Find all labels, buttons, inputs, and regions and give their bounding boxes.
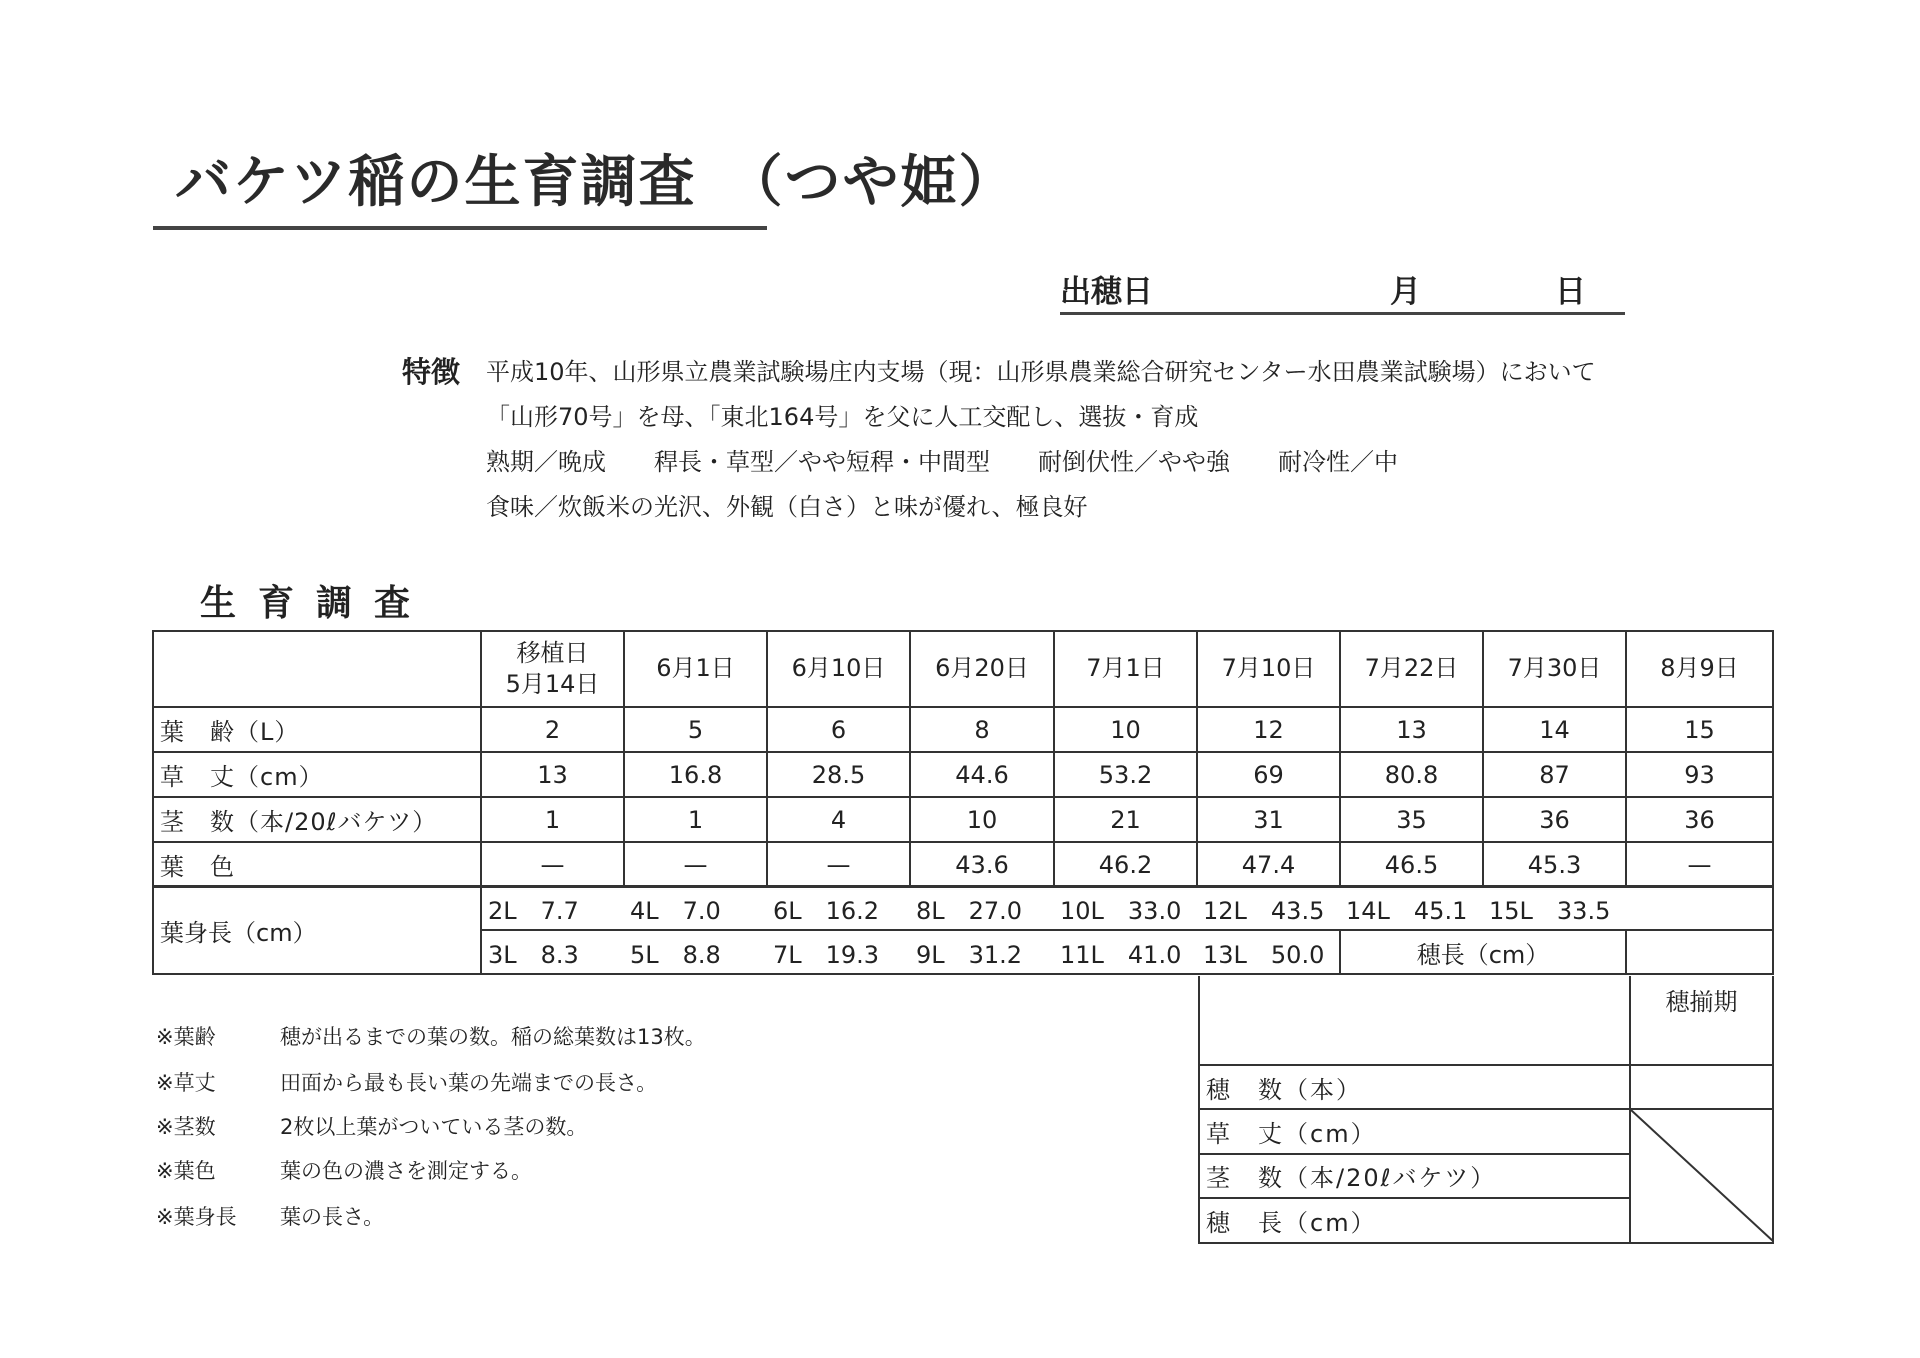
table-cell: 12 <box>1197 707 1340 752</box>
table-cell: 6 <box>767 707 910 752</box>
page-title: バケツ稲の生育調査 （つや姫） <box>175 150 1017 215</box>
note-term: ※茎数 <box>156 1115 216 1139</box>
header-date: 7月1日 <box>1054 631 1197 707</box>
table-cell: 13 <box>1340 707 1483 752</box>
table-cell: — <box>624 842 767 887</box>
leaf-length-cell: 4L 7.0 <box>624 886 767 930</box>
row-label: 草 丈（cm） <box>1199 1109 1630 1154</box>
column-label: 穂揃期 <box>1630 976 1773 1065</box>
note-item <box>156 1067 657 1097</box>
table-cell: 46.2 <box>1054 842 1197 887</box>
table-cell: 14 <box>1483 707 1626 752</box>
table-cell: 53.2 <box>1054 752 1197 797</box>
header-date: 7月22日 <box>1340 631 1483 707</box>
feature-line: 食味／炊飯米の光沢、外観（白さ）と味が優れ、極良好 <box>486 493 1088 521</box>
leaf-length-cell: 12L 43.5 <box>1197 886 1340 930</box>
heading-date-label: 出穂日 <box>1060 274 1153 310</box>
table-cell: — <box>1626 842 1773 887</box>
row-label: 茎 数（本/20ℓバケツ） <box>153 797 481 842</box>
leaf-length-cell: 9L 31.2 <box>910 930 1054 974</box>
leaf-length-cell: 2L 7.7 <box>481 886 624 930</box>
row-label: 穂 数（本） <box>1199 1065 1630 1109</box>
table-cell: 93 <box>1626 752 1773 797</box>
table-cell: 46.5 <box>1340 842 1483 887</box>
table-cell <box>1630 1065 1773 1109</box>
header-corner <box>153 631 481 707</box>
table-row <box>153 842 1773 887</box>
table-cell: 87 <box>1483 752 1626 797</box>
table-cell: 10 <box>910 797 1054 842</box>
diagonal-line <box>1631 1110 1774 1242</box>
title-underline <box>153 226 767 230</box>
note-text: 2枚以上葉がついている茎の数。 <box>280 1115 588 1139</box>
ear-length-label: 穂長（cm） <box>1340 930 1626 974</box>
row-label: 穂 長（cm） <box>1199 1198 1630 1243</box>
table-cell: 69 <box>1197 752 1340 797</box>
header-date: 6月20日 <box>910 631 1054 707</box>
note-term: ※葉齢 <box>156 1025 216 1049</box>
table-row <box>1199 1109 1773 1154</box>
table-cell: 16.8 <box>624 752 767 797</box>
table-cell: 36 <box>1626 797 1773 842</box>
table-cell: 28.5 <box>767 752 910 797</box>
note-item <box>156 1111 587 1141</box>
leaf-length-cell: 8L 27.0 <box>910 886 1054 930</box>
table-row <box>153 752 1773 797</box>
header-date: 7月10日 <box>1197 631 1340 707</box>
table-cell: — <box>767 842 910 887</box>
table-cell: 15 <box>1626 707 1773 752</box>
leaf-length-cell: 6L 16.2 <box>767 886 910 930</box>
row-label: 茎 数（本/20ℓバケツ） <box>1199 1154 1630 1199</box>
table-cell: 43.6 <box>910 842 1054 887</box>
leaf-length-table <box>152 885 1774 975</box>
leaf-length-cell: 5L 8.8 <box>624 930 767 974</box>
table-cell: 31 <box>1197 797 1340 842</box>
heading-day-label: 日 <box>1555 274 1586 310</box>
note-text: 葉の色の濃さを測定する。 <box>280 1159 532 1183</box>
note-term: ※草丈 <box>156 1071 216 1095</box>
table-cell: 1 <box>481 797 624 842</box>
leaf-length-cell: 13L 50.0 <box>1197 930 1340 974</box>
table-cell: 47.4 <box>1197 842 1340 887</box>
table-cell: 1 <box>624 797 767 842</box>
heading-stage-table <box>1198 976 1774 1244</box>
table-cell: 45.3 <box>1483 842 1626 887</box>
features-label: 特徴 <box>402 355 461 389</box>
note-text: 田面から最も長い葉の先端までの長さ。 <box>280 1071 658 1095</box>
heading-month-label: 月 <box>1390 274 1421 310</box>
leaf-length-cell: 15L 33.5 <box>1483 886 1626 930</box>
leaf-length-cell: 10L 33.0 <box>1054 886 1197 930</box>
table-cell: 4 <box>767 797 910 842</box>
table-row <box>1199 1065 1773 1109</box>
note-item <box>156 1021 706 1051</box>
note-text: 葉の長さ。 <box>280 1205 385 1229</box>
leaf-length-cell: 3L 8.3 <box>481 930 624 974</box>
table-cell: 5 <box>624 707 767 752</box>
note-text: 穂が出るまでの葉の数。稲の総葉数は13枚。 <box>280 1025 706 1049</box>
table-row <box>153 707 1773 752</box>
heading-date-row <box>1060 262 1625 315</box>
table-row <box>153 797 1773 842</box>
note-item <box>156 1155 532 1185</box>
table-cell: 80.8 <box>1340 752 1483 797</box>
feature-line: 熟期／晩成 稈長・草型／やや短稈・中間型 耐倒伏性／やや強 耐冷性／中 <box>486 448 1398 476</box>
note-term: ※葉色 <box>156 1159 216 1183</box>
table-row <box>1199 976 1773 1065</box>
header-date: 6月1日 <box>624 631 767 707</box>
leaf-length-label: 葉身長（cm） <box>153 886 481 974</box>
row-label: 草 丈（cm） <box>153 752 481 797</box>
diagonal-cell <box>1630 1109 1773 1243</box>
leaf-length-cell: 11L 41.0 <box>1054 930 1197 974</box>
feature-line: 「山形70号」を母、「東北164号」を父に人工交配し、選抜・育成 <box>486 403 1199 431</box>
table-header-row <box>153 631 1773 707</box>
header-date: 8月9日 <box>1626 631 1773 707</box>
row-label: 葉 齢（L） <box>153 707 481 752</box>
header-date: 移植日 5月14日 <box>481 631 624 707</box>
growth-table <box>152 630 1774 888</box>
growth-survey-title: 生育調査 <box>200 583 433 624</box>
note-term: ※葉身長 <box>156 1205 237 1229</box>
leaf-length-cell: 7L 19.3 <box>767 930 910 974</box>
table-cell: — <box>481 842 624 887</box>
header-date: 7月30日 <box>1483 631 1626 707</box>
note-item <box>156 1201 384 1231</box>
table-cell: 10 <box>1054 707 1197 752</box>
feature-line: 平成10年、山形県立農業試験場庄内支場（現：山形県農業総合研究センター水田農業試験場）において <box>486 358 1596 386</box>
header-date: 6月10日 <box>767 631 910 707</box>
table-cell: 13 <box>481 752 624 797</box>
table-cell: 2 <box>481 707 624 752</box>
leaf-length-cell <box>1626 886 1773 930</box>
table-cell: 35 <box>1340 797 1483 842</box>
row-label: 葉 色 <box>153 842 481 887</box>
table-cell <box>1199 976 1630 1065</box>
table-cell: 44.6 <box>910 752 1054 797</box>
leaf-length-cell: 14L 45.1 <box>1340 886 1483 930</box>
ear-length-value <box>1626 930 1773 974</box>
table-cell: 8 <box>910 707 1054 752</box>
table-cell: 36 <box>1483 797 1626 842</box>
table-row <box>153 886 1773 930</box>
table-cell: 21 <box>1054 797 1197 842</box>
